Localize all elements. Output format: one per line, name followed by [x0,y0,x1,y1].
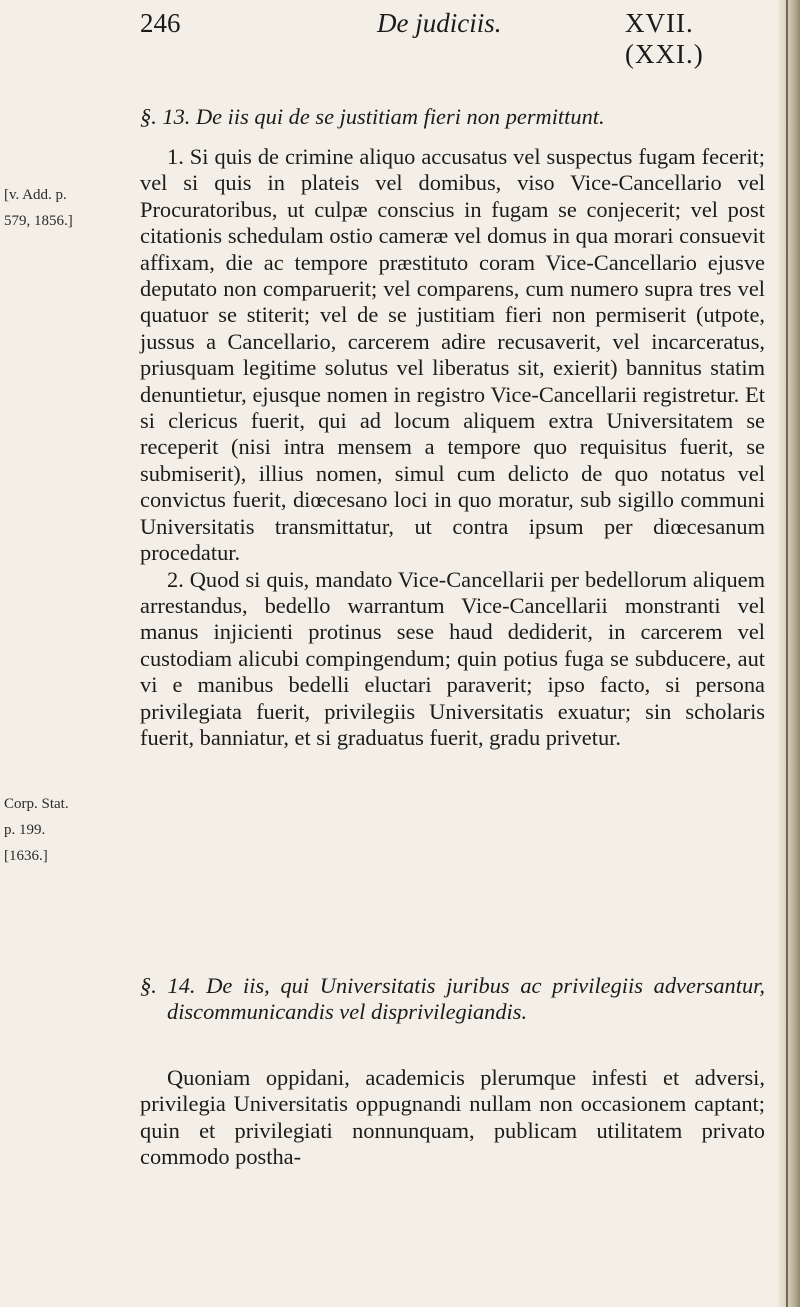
page-edge [778,0,800,1307]
section-13-heading: §. 13. De iis qui de se justitiam fieri non permittunt. [140,104,605,129]
section-13 [140,104,765,130]
page-binding-line [786,0,788,1307]
section-14 [140,973,765,1026]
section-13-paragraph-1: 1. Si quis de crimine aliquo accusatus vel suspectus fugam fecerit; vel si quis in plateis vel domibus, viso Vice-Cancellario vel Procuratoribus, ut culpæ conscius in fugam se conjecerit; vel post citationis schedulam ostio cameræ vel domus in qua morari consuevit affixam, die ac tempore præstituto coram Vice-Cancellario ejusve deputato non comparuerit; vel comparens, cum numero supra tres vel quatuor se stiterit; vel de se justitiam fieri non permiserit (utpote, jussus a Cancellario, carcerem adire recusaverit, vel incarceratus, priusquam legitime solutus vel liberatus sit, exierit) bannitus statim denuntietur, ejusque nomen in registro Vice-Cancellarii registretur. Et si clericus fuerit, qui ad locum aliquem extra Universitatem se receperit (nisi intra mensem a tempore quo requisitus fuerit, se submiserit), illius nomen, simul cum delicto de quo notatus vel convictus fuerit, diœcesano loci in quo moratur, sub sigillo communi Universitatis transmittatur, ut contra ipsum per diœcesanum procedatur. [140,144,765,566]
chapter-number: XVII. (XXI.) [625,8,704,69]
margin-note-addendum: [v. Add. p. 579, 1856.] [4,187,73,229]
section-14-heading: §. 14. De iis, qui Universitatis juribus ac privilegiis adversantur, discommunicandis vel disprivilegiandis. [140,973,765,1025]
section-14-paragraph-1: Quoniam oppidani, academicis plerumque infesti et adversi, privilegia Universitatis oppugnandi nullam non occasionem captant; quin et privilegiati nonnunquam, publicam utilitatem privato commodo postha- [140,1065,765,1170]
running-title: De judiciis. [377,8,502,38]
margin-note-corp-stat: Corp. Stat. p. 199. [1636.] [4,796,69,864]
running-header [140,8,780,69]
section-13-paragraph-2: 2. Quod si quis, mandato Vice-Cancellarii per bedellorum aliquem arrestandus, bedello warrantum Vice-Cancellarii monstranti vel manus injicienti protinus sese haud dediderit, in carcerem vel custodiam alicubi compingendum; quin potius fuga se subducere, aut vi e manibus bedelli eluctari paraverit; ipso facto, si persona privilegiata fuerit, privilegiis Universitatis exuatur; sin scholaris fuerit, banniatur, et si graduatus fuerit, gradu privetur. [140,566,765,750]
page-number: 246 [140,8,181,38]
section-14-body [140,1065,765,1171]
section-13-body [140,144,765,751]
